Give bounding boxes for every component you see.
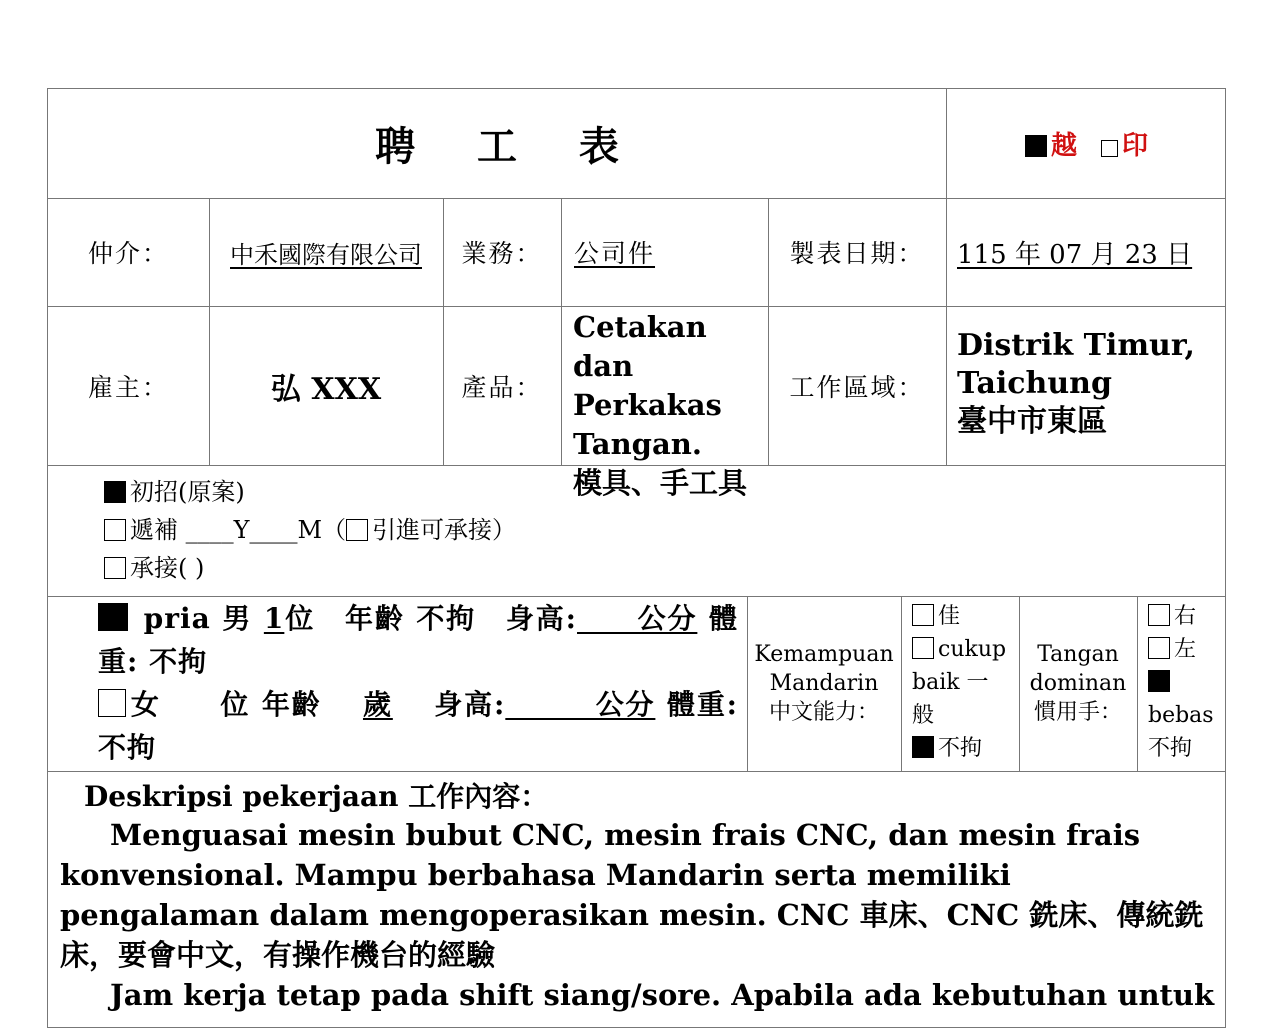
divider [48, 771, 1225, 772]
option-label: 初招(原案) [130, 478, 245, 506]
product-label: 產品： [461, 372, 543, 402]
checkbox-checked[interactable] [98, 603, 128, 631]
agency-value-cell [209, 198, 443, 306]
checkbox-unchecked[interactable] [346, 519, 368, 541]
female-height: 身高: [434, 688, 506, 721]
mandarin-option-ok[interactable] [912, 633, 1017, 666]
checkbox-checked[interactable] [104, 481, 126, 503]
male-detail: 位 年齡 不拘 身高: [284, 602, 578, 635]
divider [1137, 596, 1138, 771]
checkbox-unchecked[interactable] [104, 519, 126, 541]
agency-label: 仲介： [87, 239, 169, 268]
product-line: 模具、手工具 [573, 466, 748, 500]
employer-value: 弘 XXX [270, 371, 382, 407]
agency-value: 中禾國際有限公司 [230, 240, 422, 269]
recruit-option-initial[interactable] [104, 473, 516, 511]
job-description-paragraph: Jam kerja tetap pada shift siang/sore. Apabila ada kebutuhan untuk [110, 978, 1215, 1012]
option-label: 般 [912, 703, 935, 728]
work-area-line: Distrik Timur, [957, 328, 1195, 363]
female-height-blank: 公分 [505, 688, 656, 721]
male-count: 1 [263, 602, 285, 635]
date-label: 製表日期： [789, 239, 925, 268]
option-label: 右 [1174, 604, 1197, 629]
checkbox-unchecked[interactable] [1101, 140, 1118, 157]
mandarin-option-good[interactable] [912, 600, 1017, 633]
work-area-value [946, 306, 1227, 465]
date-value: 115 年 07 月 23 日 [957, 239, 1193, 270]
label-line: Mandarin [769, 671, 879, 696]
label-line: dominan [1029, 671, 1127, 696]
option-label: 引進可承接） [372, 516, 517, 544]
product-value [561, 306, 768, 500]
checkbox-checked[interactable] [912, 736, 934, 758]
nationality-label: 印 [1122, 131, 1149, 161]
male-height-blank: 公分 [577, 602, 698, 635]
option-label: 承接( ) [130, 554, 205, 582]
job-description-paragraph: Menguasai mesin bubut CNC, mesin frais CNC, dan mesin frais konvensional. Mampu berbahasa Mandarin serta memiliki pengalaman dalam mengoperasikan mesin. CNC 車床、CNC 銑床、傳統銑床，要會中文，有操作機台的經驗 [60, 818, 1204, 972]
job-description-title: Deskripsi pekerjaan 工作內容： [84, 780, 549, 813]
product-line: Tangan. [573, 427, 702, 461]
recruit-option-replacement[interactable] [104, 511, 516, 549]
business-label: 業務： [461, 239, 543, 268]
form-title [48, 89, 946, 198]
work-area-label: 工作區域： [789, 372, 925, 402]
checkbox-checked[interactable] [1148, 670, 1170, 692]
product-line: Cetakan dan [573, 310, 707, 383]
divider [901, 596, 902, 771]
recruitment-form [47, 88, 1226, 1028]
hand-options [1148, 600, 1226, 765]
employer-label: 雇主： [87, 372, 169, 402]
hand-option-left[interactable] [1148, 633, 1226, 666]
option-label: 不拘 [1148, 736, 1193, 761]
label-line: Tangan [1037, 642, 1119, 667]
hand-option-any[interactable] [1148, 666, 1226, 699]
checkbox-unchecked[interactable] [912, 604, 934, 626]
option-label: bebas [1148, 703, 1214, 728]
recruit-option-transfer[interactable] [104, 549, 516, 587]
option-label: 不拘 [938, 736, 983, 761]
date-value-cell [946, 198, 1227, 306]
label-line: Kemampuan [754, 642, 894, 667]
nationality-options [946, 89, 1227, 198]
hand-label [1019, 596, 1137, 771]
option-label: 遞補 ____Y____M（ [130, 516, 347, 544]
hand-option-right[interactable] [1148, 600, 1226, 633]
worker-requirements [98, 597, 738, 769]
label-line: 中文能力： [768, 700, 879, 725]
checkbox-unchecked[interactable] [912, 637, 934, 659]
checkbox-unchecked[interactable] [1148, 604, 1170, 626]
recruit-type-options [104, 473, 516, 587]
job-description [60, 815, 1220, 1015]
form-title-text: 聘 工 表 [375, 123, 643, 170]
nationality-label: 越 [1050, 131, 1077, 161]
checkbox-unchecked[interactable] [1148, 637, 1170, 659]
work-area-line: 臺中市東區 [957, 404, 1107, 439]
option-label: baik 一 [912, 670, 989, 695]
nationality-option-vietnam[interactable] [1025, 125, 1077, 162]
mandarin-label [747, 596, 901, 771]
option-label: cukup [938, 637, 1007, 662]
female-age-unit: 歲 [362, 688, 393, 721]
label-line: 慣用手： [1033, 700, 1122, 725]
checkbox-unchecked[interactable] [104, 557, 126, 579]
mandarin-options [912, 600, 1017, 765]
product-line: Perkakas [573, 388, 722, 422]
business-value: 公司件 [574, 239, 656, 268]
option-label: 左 [1174, 637, 1197, 662]
business-value-cell [561, 198, 768, 306]
mandarin-option-any[interactable] [912, 732, 1017, 765]
female-label: 女 位 年齡 [130, 688, 322, 721]
work-area-line: Taichung [957, 366, 1112, 401]
nationality-option-indonesia[interactable] [1101, 125, 1148, 162]
checkbox-unchecked[interactable] [98, 689, 126, 717]
male-weight: 體重: 不拘 [98, 602, 739, 678]
checkbox-checked[interactable] [1025, 135, 1047, 157]
option-label: 佳 [938, 604, 961, 629]
female-weight: 體重: 不拘 [98, 688, 739, 764]
male-label: pria 男 [143, 602, 253, 635]
